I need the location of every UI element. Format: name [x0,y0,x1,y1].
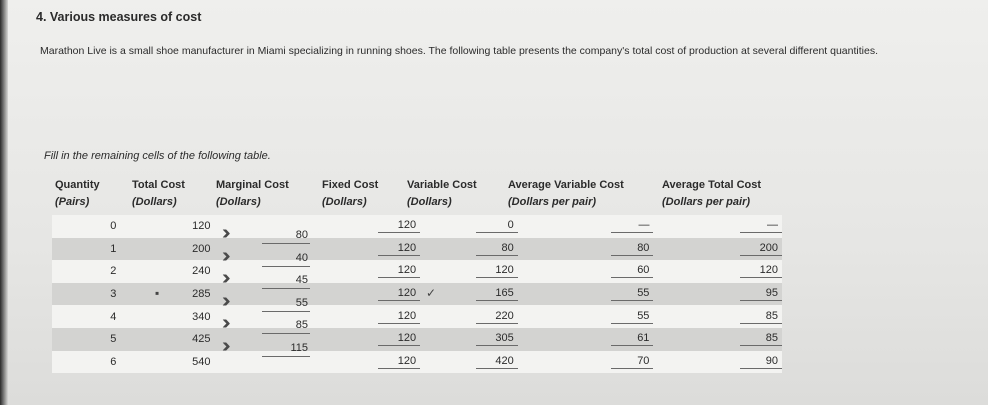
header-fixed-cost: Fixed Cost (Dollars) [322,179,379,208]
average-total-cost-cell[interactable] [653,283,782,306]
quantity-cell [52,351,134,374]
marginal-cost-value[interactable]: 45 [295,274,308,287]
fixed-cost-cell[interactable] [317,283,420,306]
intro-paragraph: Marathon Live is a small shoe manufacturer in Miami specializing in running shoes. The following table presents the company's total cost of production at several different quantities. [40,45,878,57]
average-variable-cost-cell-value: 60 [611,264,653,278]
marginal-cost-value[interactable]: 85 [295,319,308,332]
variable-cost-cell-value: 80 [476,242,518,256]
variable-cost-cell[interactable] [420,328,518,351]
average-total-cost-cell[interactable] [653,328,782,351]
average-total-cost-cell[interactable] [653,351,782,374]
quantity-cell [52,283,134,306]
average-variable-cost-cell[interactable] [518,238,654,261]
cost-table [52,215,782,373]
variable-cost-cell-value: 220 [476,310,518,324]
average-total-cost-cell[interactable] [653,260,782,283]
variable-cost-cell[interactable] [420,305,518,328]
marginal-cost-underline [262,243,310,244]
fixed-cost-cell-value: 120 [378,310,420,324]
fixed-cost-cell-value: 120 [378,264,420,278]
average-variable-cost-cell[interactable] [518,283,654,306]
variable-cost-cell-value: 120 [476,264,518,278]
quantity-cell-value: 2 [110,265,117,278]
average-variable-cost-cell-value: 55 [611,310,653,324]
quantity-cell [52,215,134,238]
total-cost-cell [134,283,214,306]
average-variable-cost-cell[interactable] [518,215,654,238]
total-cost-cell [134,215,214,238]
table-row [52,215,782,238]
average-total-cost-cell-value: 85 [740,310,782,324]
marginal-cost-underline [262,356,310,357]
chevron-right-icon: › [221,312,232,335]
chevron-right-icon: › [221,267,232,290]
marginal-cost-underline [262,288,310,289]
total-cost-cell-value: 425 [192,333,211,346]
average-variable-cost-cell[interactable] [518,328,654,351]
average-variable-cost-cell-value: 61 [611,332,653,346]
marginal-cost-value[interactable]: 40 [295,251,308,264]
quantity-cell-value: 0 [110,220,117,233]
variable-cost-cell-value: 0 [476,219,518,233]
quantity-cell [52,260,134,283]
total-cost-cell-value: 540 [192,355,211,368]
quantity-cell-value: 3 [110,288,117,301]
table-row [52,260,782,283]
variable-cost-cell[interactable] [420,260,518,283]
fixed-cost-cell[interactable] [317,328,420,351]
fixed-cost-cell[interactable] [317,305,420,328]
header-variable-cost: Variable Cost (Dollars) [407,179,477,208]
average-total-cost-cell-value: — [740,219,782,233]
quantity-cell-value: 6 [110,355,117,368]
total-cost-cell-value: 285 [192,288,211,301]
table-row [52,238,782,261]
total-cost-cell-value: 120 [192,220,211,233]
quantity-cell [52,238,134,261]
table-row [52,328,782,351]
total-cost-cell [134,238,214,261]
fixed-cost-cell[interactable] [317,215,420,238]
header-total-cost: Total Cost (Dollars) [132,179,185,208]
marginal-cost-underline [262,311,310,312]
average-total-cost-cell-value: 90 [740,355,782,369]
variable-cost-cell-value: 305 [476,332,518,346]
marginal-cost-value[interactable]: 115 [290,342,308,354]
fixed-cost-cell[interactable] [317,238,420,261]
stray-check-mark: ✓ [426,286,437,300]
fixed-cost-cell-value: 120 [378,355,420,369]
average-variable-cost-cell-value: 70 [611,355,653,369]
fixed-cost-cell-value: 120 [378,287,420,301]
chevron-right-icon: › [221,244,232,267]
header-average-total-cost: Average Total Cost (Dollars per pair) [662,179,762,208]
average-total-cost-cell-value: 85 [740,332,782,346]
screen-edge [0,0,8,405]
variable-cost-cell-value: 165 [476,287,518,301]
fixed-cost-cell[interactable] [317,260,420,283]
average-variable-cost-cell-value: 80 [611,242,653,256]
average-variable-cost-cell-value: 55 [611,287,653,301]
average-total-cost-cell-value: 200 [740,242,782,256]
average-total-cost-cell-value: 120 [740,264,782,278]
average-variable-cost-cell-value: — [611,219,653,233]
total-cost-cell [134,351,214,374]
total-cost-cell [134,305,214,328]
chevron-right-icon: › [221,222,232,244]
marginal-cost-underline [262,266,310,267]
variable-cost-cell[interactable] [420,215,518,238]
fixed-cost-cell-value: 120 [378,332,420,346]
quantity-cell-value: 4 [110,310,117,323]
total-cost-cell [134,260,214,283]
average-total-cost-cell-value: 95 [740,287,782,301]
table-row [52,351,782,374]
average-variable-cost-cell[interactable] [518,351,654,374]
quantity-cell-value: 5 [110,333,117,346]
quantity-cell [52,305,134,328]
variable-cost-cell[interactable] [420,351,518,374]
instruction-text: Fill in the remaining cells of the following table. [44,150,271,162]
quantity-cell-value: 1 [110,242,117,255]
marginal-cost-value[interactable]: 55 [295,296,308,309]
average-variable-cost-cell[interactable] [518,305,654,328]
variable-cost-cell[interactable] [420,238,518,261]
total-cost-cell-value: 340 [192,310,211,323]
table-row [52,305,782,328]
chevron-right-icon: › [221,289,232,312]
quantity-cell [52,328,134,351]
header-average-variable-cost: Average Variable Cost (Dollars per pair) [508,179,624,208]
marginal-cost-value[interactable]: 80 [295,229,308,241]
table-row [52,283,782,306]
marginal-cost-underline [262,333,310,334]
chevron-right-icon: › [221,335,232,357]
total-cost-cell [134,328,214,351]
total-cost-cell-value: 200 [192,242,211,255]
section-title: 4. Various measures of cost [36,10,202,24]
fixed-cost-cell[interactable] [317,351,420,374]
header-quantity: Quantity (Pairs) [55,179,100,208]
header-marginal-cost: Marginal Cost (Dollars) [216,179,289,208]
average-total-cost-cell[interactable] [653,238,782,261]
average-total-cost-cell[interactable] [653,305,782,328]
stray-dot-mark: ▪ [155,286,160,300]
variable-cost-cell-value: 420 [476,355,518,369]
total-cost-cell-value: 240 [192,265,211,278]
fixed-cost-cell-value: 120 [378,219,420,233]
average-variable-cost-cell[interactable] [518,260,654,283]
fixed-cost-cell-value: 120 [378,242,420,256]
average-total-cost-cell[interactable] [653,215,782,238]
